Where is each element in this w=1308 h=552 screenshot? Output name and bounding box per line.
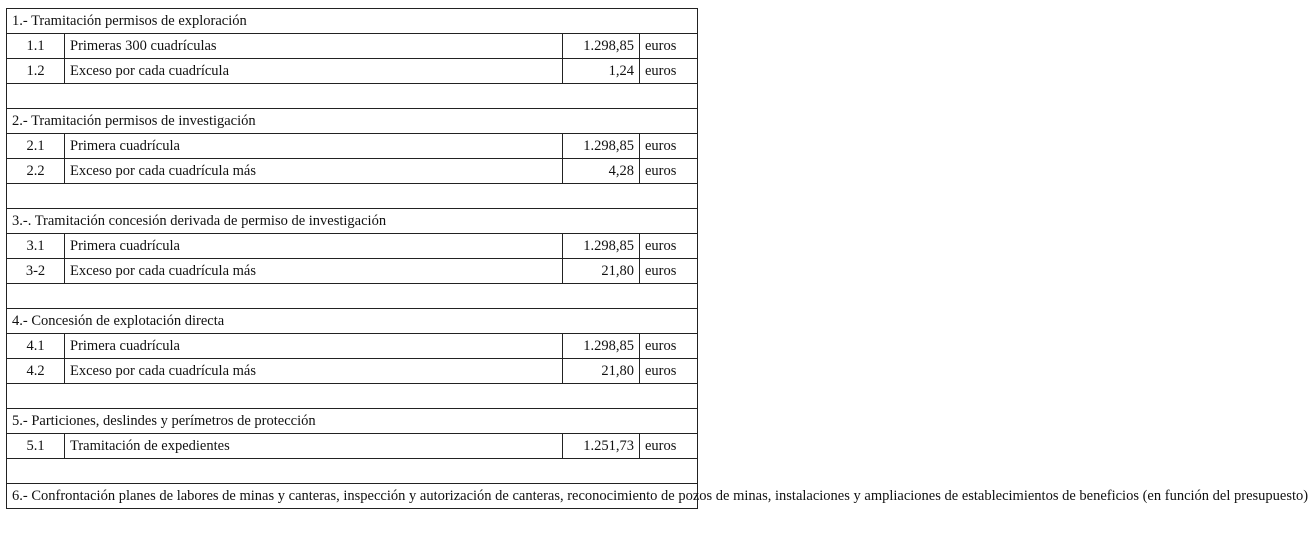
section-heading-row — [7, 409, 698, 434]
fee-table-body — [7, 9, 1308, 509]
section-heading: 3.-. Tramitación concesión derivada de permiso de investigación — [7, 209, 698, 234]
section-heading-row — [7, 209, 698, 234]
item-amount: 1.251,73 — [563, 434, 640, 459]
item-unit: euros — [640, 34, 698, 59]
item-description: Exceso por cada cuadrícula — [65, 59, 563, 84]
section-spacer-row — [7, 384, 698, 409]
item-number: 1.2 — [7, 59, 65, 84]
fee-row — [7, 234, 698, 259]
fee-row — [7, 334, 698, 359]
item-amount: 1,24 — [563, 59, 640, 84]
spacer-cell — [7, 284, 698, 309]
fee-row — [7, 59, 698, 84]
item-number: 2.1 — [7, 134, 65, 159]
item-number: 3-2 — [7, 259, 65, 284]
fee-row — [7, 434, 698, 459]
item-description: Primera cuadrícula — [65, 334, 563, 359]
item-unit: euros — [640, 259, 698, 284]
section-heading: 2.- Tramitación permisos de investigación — [7, 109, 698, 134]
item-number: 3.1 — [7, 234, 65, 259]
fee-row — [7, 134, 698, 159]
item-number: 4.2 — [7, 359, 65, 384]
item-amount: 1.298,85 — [563, 234, 640, 259]
section-spacer-row — [7, 84, 698, 109]
item-description: Tramitación de expedientes — [65, 434, 563, 459]
spacer-cell — [7, 84, 698, 109]
item-description: Exceso por cada cuadrícula más — [65, 359, 563, 384]
section-heading: 6.- Confrontación planes de labores de minas y canteras, inspección y autorización de canteras, reconocimiento de pozos de minas, instalaciones y ampliaciones de establecimientos de beneficios (en función del presupuesto) — [7, 484, 698, 509]
item-unit: euros — [640, 59, 698, 84]
section-heading-row — [7, 484, 698, 509]
section-spacer-row — [7, 459, 698, 484]
item-number: 4.1 — [7, 334, 65, 359]
item-description: Exceso por cada cuadrícula más — [65, 259, 563, 284]
item-number: 1.1 — [7, 34, 65, 59]
fee-row — [7, 259, 698, 284]
item-amount: 4,28 — [563, 159, 640, 184]
item-amount: 1.298,85 — [563, 134, 640, 159]
section-heading-row — [7, 309, 698, 334]
fee-table — [6, 8, 1308, 509]
item-description: Primera cuadrícula — [65, 234, 563, 259]
section-heading-row — [7, 109, 698, 134]
item-unit: euros — [640, 159, 698, 184]
fee-table-container — [6, 8, 1308, 509]
fee-row — [7, 34, 698, 59]
section-heading: 4.- Concesión de explotación directa — [7, 309, 698, 334]
item-description: Exceso por cada cuadrícula más — [65, 159, 563, 184]
section-heading-row — [7, 9, 698, 34]
item-amount: 21,80 — [563, 259, 640, 284]
item-amount: 1.298,85 — [563, 34, 640, 59]
fee-row — [7, 359, 698, 384]
item-unit: euros — [640, 359, 698, 384]
item-number: 2.2 — [7, 159, 65, 184]
section-spacer-row — [7, 284, 698, 309]
section-spacer-row — [7, 184, 698, 209]
item-amount: 21,80 — [563, 359, 640, 384]
item-unit: euros — [640, 334, 698, 359]
section-heading: 5.- Particiones, deslindes y perímetros de protección — [7, 409, 698, 434]
item-description: Primeras 300 cuadrículas — [65, 34, 563, 59]
item-unit: euros — [640, 234, 698, 259]
item-unit: euros — [640, 434, 698, 459]
fee-row — [7, 159, 698, 184]
spacer-cell — [7, 459, 698, 484]
spacer-cell — [7, 184, 698, 209]
item-amount: 1.298,85 — [563, 334, 640, 359]
section-heading: 1.- Tramitación permisos de exploración — [7, 9, 698, 34]
item-unit: euros — [640, 134, 698, 159]
spacer-cell — [7, 384, 698, 409]
item-number: 5.1 — [7, 434, 65, 459]
item-description: Primera cuadrícula — [65, 134, 563, 159]
